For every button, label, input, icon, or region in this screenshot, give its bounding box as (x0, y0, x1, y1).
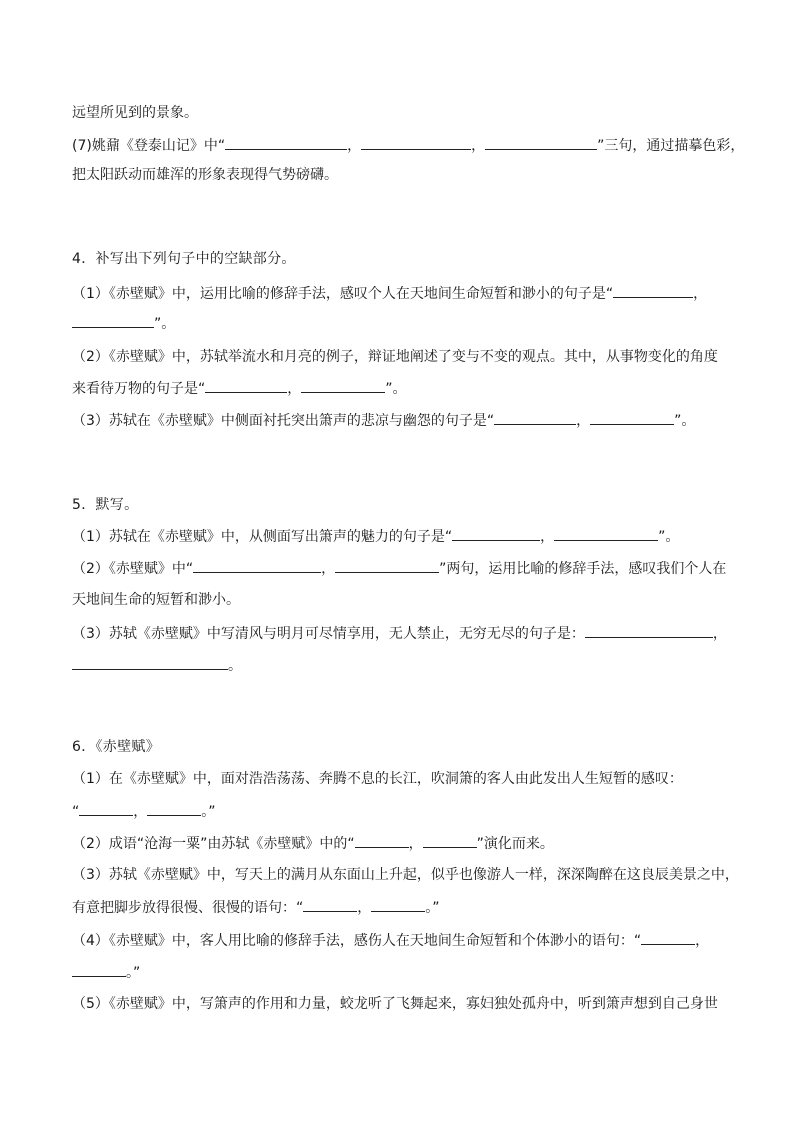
q4-item-2-cont (72, 379, 407, 398)
answer-blank[interactable] (72, 314, 154, 328)
prompt-text: 有意把脚步放得很慢、很慢的语句：“ (72, 900, 304, 916)
q3-item-7 (72, 136, 744, 155)
answer-blank[interactable] (452, 527, 540, 541)
punct: ， (287, 381, 302, 397)
punct: 。” (201, 804, 216, 820)
prompt-text: （3）苏轼《赤壁赋》中写清风与明月可尽情享用，无人禁止，无穷无尽的句子是： (72, 626, 585, 642)
answer-blank[interactable] (485, 136, 597, 150)
prompt-text: （1）苏轼在《赤壁赋》中，从侧面写出箫声的魅力的句子是“ (72, 529, 453, 545)
answer-blank[interactable] (371, 898, 425, 912)
answer-blank[interactable] (72, 963, 126, 977)
line-text: 远望所见到的景象。 (72, 105, 198, 121)
punct: ”。 (154, 316, 176, 332)
prompt-text: ”三句，通过描摹色彩， (597, 138, 745, 154)
prompt-text: 天地间生命的短暂和渺小。 (72, 592, 240, 608)
prompt-text: （2）《赤壁赋》中，苏轼举流水和月亮的例子，辩证地阐述了变与不变的观点。其中，从事物变化的角度 (72, 349, 718, 365)
answer-blank[interactable] (641, 931, 695, 945)
punct: ”。 (658, 529, 680, 545)
punct: ， (693, 286, 708, 302)
prompt-text: （3）苏轼在《赤壁赋》中侧面衬托突出箫声的悲凉与幽怨的句子是“ (72, 413, 495, 429)
q4-item-1 (72, 284, 707, 303)
prompt-text: 来看待万物的句子是“ (72, 381, 206, 397)
question-title: 6．《赤壁赋》 (72, 739, 161, 755)
answer-blank[interactable] (193, 559, 321, 573)
q6-item-3-cont (72, 898, 440, 917)
prompt-text: （5）《赤壁赋》中，写箫声的作用和力量，蛟龙听了飞舞起来，寡妇独处孤舟中，听到箫声想到自己身世 (72, 996, 718, 1012)
q5-item-2-cont (72, 591, 240, 609)
q5-item-2 (72, 559, 726, 578)
q4-item-2 (72, 348, 718, 366)
answer-blank[interactable] (147, 802, 201, 816)
prompt-text: （1）《赤壁赋》中，运用比喻的修辞手法，感叹个人在天地间生命短暂和渺小的句子是“ (72, 286, 614, 302)
prompt-text: （1）在《赤壁赋》中，面对浩浩荡荡、奔腾不息的长江，吹洞箫的客人由此发出人生短暂的感叹： (72, 771, 683, 787)
answer-blank[interactable] (355, 834, 409, 848)
prompt-text: ”两句，运用比喻的修辞手法，感叹我们个人在 (439, 561, 727, 577)
punct: ， (576, 413, 591, 429)
answer-blank[interactable] (494, 411, 576, 425)
prompt-text: （2）《赤壁赋》中“ (72, 561, 194, 577)
punct: ， (408, 836, 423, 852)
question-title: 5．默写。 (72, 497, 139, 513)
answer-blank[interactable] (361, 136, 471, 150)
answer-blank[interactable] (303, 898, 357, 912)
text-line (72, 166, 338, 184)
q6-item-4 (72, 931, 709, 950)
q6-item-5 (72, 995, 718, 1013)
answer-blank[interactable] (613, 284, 693, 298)
answer-blank[interactable] (72, 656, 228, 670)
punct: ， (133, 804, 148, 820)
question-4-title (72, 250, 296, 268)
answer-blank[interactable] (335, 559, 439, 573)
punct: 。 (228, 658, 242, 674)
punct: ， (357, 900, 372, 916)
prompt-text: ”演化而来。 (476, 836, 554, 852)
punct: ， (695, 933, 710, 949)
q6-item-3 (72, 866, 739, 884)
answer-blank[interactable] (585, 624, 713, 638)
answer-blank[interactable] (590, 411, 674, 425)
q4-item-1-cont (72, 314, 175, 333)
punct: 。” (425, 900, 440, 916)
question-5-title (72, 496, 138, 514)
prompt-text: （3）苏轼《赤壁赋》中，写天上的满月从东面山上升起，似乎也像游人一样，深深陶醉在这良辰美景之中， (72, 867, 739, 883)
prompt-text: (7)姚鼐《登泰山记》中“ (72, 138, 226, 154)
question-title: 4．补写出下列句子中的空缺部分。 (72, 251, 296, 267)
q5-item-1 (72, 527, 679, 546)
line-text: 把太阳跃动而雄浑的形象表现得气势磅礴。 (72, 167, 338, 183)
question-6-title (72, 738, 160, 756)
q6-item-1-cont (72, 802, 216, 821)
answer-blank[interactable] (301, 379, 385, 393)
answer-blank[interactable] (423, 834, 477, 848)
text-line (72, 104, 198, 122)
answer-blank[interactable] (79, 802, 133, 816)
q6-item-4-cont (72, 963, 140, 982)
punct: 。” (126, 965, 141, 981)
punct: ， (471, 138, 486, 154)
punct: ， (540, 529, 555, 545)
q5-item-3 (72, 624, 727, 643)
q4-item-3 (72, 411, 695, 430)
punct: ， (321, 561, 336, 577)
q6-item-1 (72, 770, 683, 788)
answer-blank[interactable] (205, 379, 287, 393)
answer-blank[interactable] (554, 527, 658, 541)
punct: ”。 (674, 413, 696, 429)
q5-item-3-cont (72, 656, 242, 675)
punct: “ (72, 804, 80, 820)
punct: ， (347, 138, 362, 154)
prompt-text: （4）《赤壁赋》中，客人用比喻的修辞手法，感伤人在天地间生命短暂和个体渺小的语句：“ (72, 933, 642, 949)
punct: ， (712, 626, 727, 642)
answer-blank[interactable] (225, 136, 347, 150)
q6-item-2 (72, 834, 554, 853)
punct: ”。 (385, 381, 407, 397)
prompt-text: （2）成语“沧海一粟”由苏轼《赤壁赋》中的“ (72, 836, 355, 852)
